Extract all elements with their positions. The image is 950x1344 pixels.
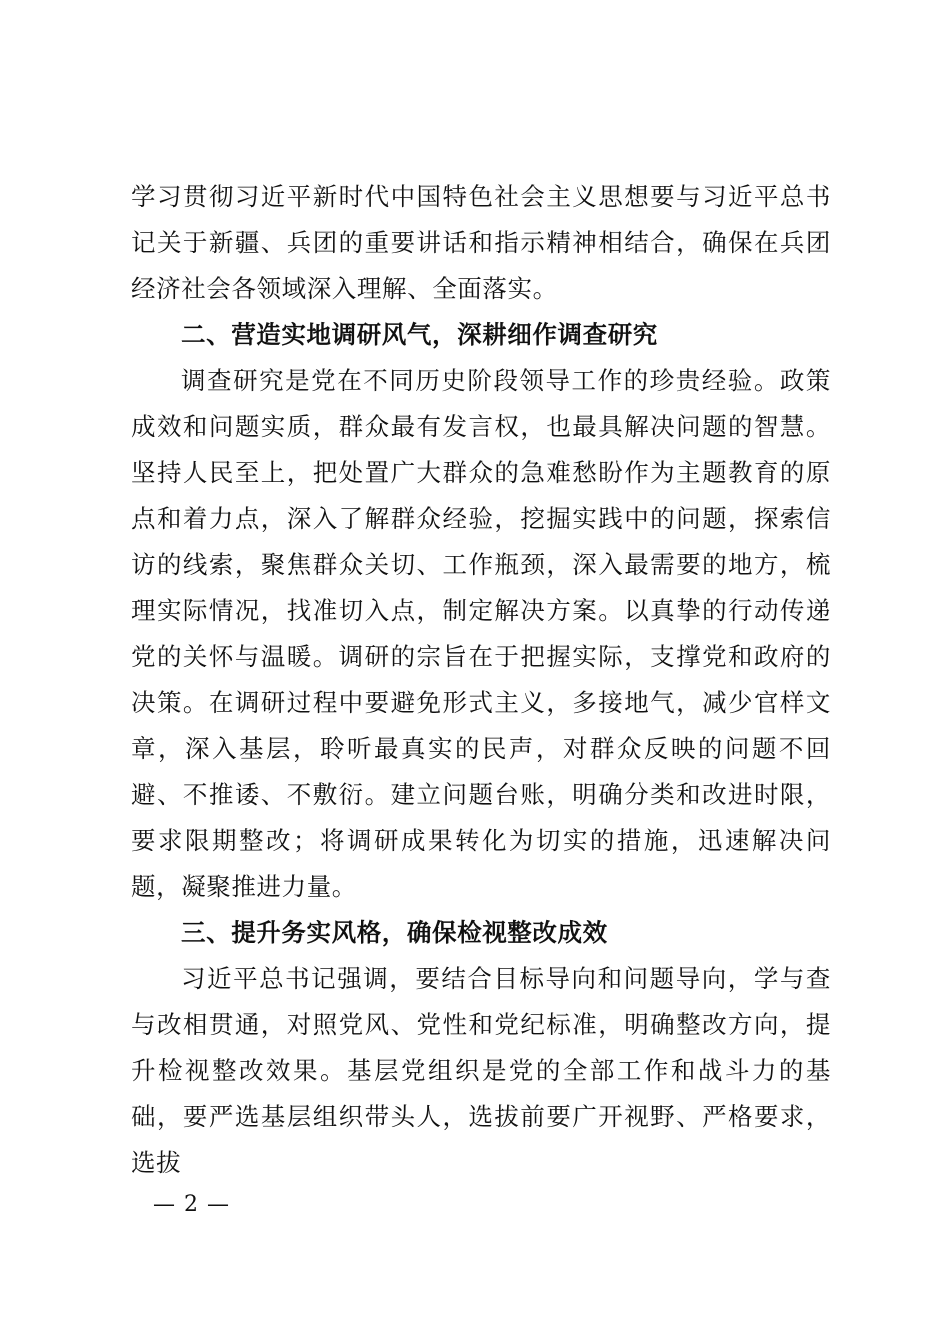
continuation-paragraph: 学习贯彻习近平新时代中国特色社会主义思想要与习近平总书记关于新疆、兵团的重要讲话和指示精神相结合，确保在兵团经济社会各领域深入理解、全面落实。	[131, 182, 831, 303]
page-number: — 2 —	[153, 1192, 230, 1217]
body-paragraph-2: 调查研究是党在不同历史阶段领导工作的珍贵经验。政策成效和问题实质，群众最有发言权，也最具解决问题的智慧。坚持人民至上，把处置广大群众的急难愁盼作为主题教育的原点和着力点，深入了解群众经验，挖掘实践中的问题，探索信访的线索，聚焦群众关切、工作瓶颈，深入最需要的地方，梳理实际情况，找准切入点，制定解决方案。以真挚的行动传递党的关怀与温暖。调研的宗旨在于把握实际，支撑党和政府的决策。在调研过程中要避免形式主义，多接地气，减少官样文章，深入基层，聆听最真实的民声，对群众反映的问题不回避、不推诿、不敷衍。建立问题台账，明确分类和改进时限，要求限期整改；将调研成果转化为切实的措施，迅速解决问题，凝聚推进力量。	[131, 366, 831, 901]
body-paragraph-3: 习近平总书记强调，要结合目标导向和问题导向，学与查与改相贯通，对照党风、党性和党纪标准，明确整改方向，提升检视整改效果。基层党组织是党的全部工作和战斗力的基础，要严选基层组织带头人，选拔前要广开视野、严格要求，选拔	[131, 964, 831, 1177]
section-heading-3: 三、提升务实风格，确保检视整改成效	[181, 918, 608, 947]
section-heading-2: 二、营造实地调研风气，深耕细作调查研究	[181, 320, 658, 349]
document-body	[131, 174, 831, 1186]
